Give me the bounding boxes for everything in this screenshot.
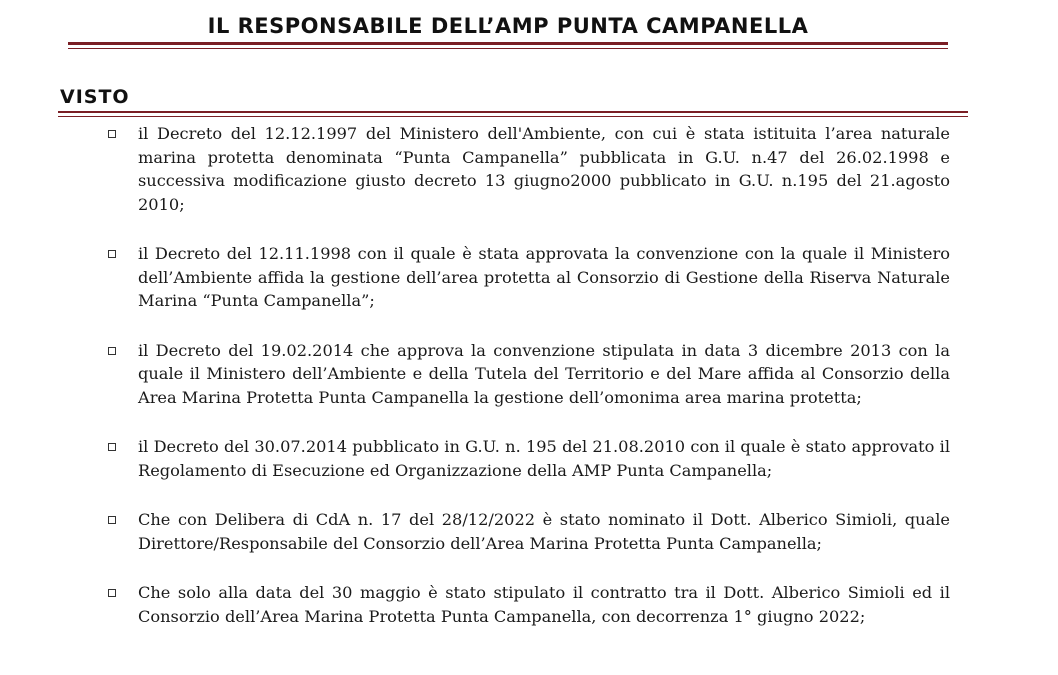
list-item-text: il Decreto del 30.07.2014 pubblicato in G.U. n. 195 del 21.08.2010 con il quale è stato approvato il Regolamento di Esecuzione ed Organizzazione della AMP Punta Campanella; xyxy=(138,437,950,480)
checkbox-bullet-icon xyxy=(108,443,116,451)
checkbox-bullet-icon xyxy=(108,589,116,597)
list-item xyxy=(100,242,950,313)
checkbox-bullet-icon xyxy=(108,516,116,524)
checkbox-bullet-icon xyxy=(108,130,116,138)
section-heading-visto: VISTO xyxy=(60,86,130,108)
list-item xyxy=(100,508,950,555)
title-rule-bottom xyxy=(68,48,948,49)
checkbox-bullet-icon xyxy=(108,250,116,258)
checkbox-bullet-icon xyxy=(108,347,116,355)
section-rule-bottom xyxy=(58,116,968,117)
list-item-text: il Decreto del 12.12.1997 del Ministero dell'Ambiente, con cui è stata istituita l’area naturale marina protetta denominata “Punta Campanella” pubblicata in G.U. n.47 del 26.02.1998 e successiva modificazione giusto decreto 13 giugno2000 pubblicato in G.U. n.195 del 21.agosto 2010; xyxy=(138,124,950,214)
list-item-text: Che solo alla data del 30 maggio è stato stipulato il contratto tra il Dott. Alberico Simioli ed il Consorzio dell’Area Marina Protetta Punta Campanella, con decorrenza 1° giugno 2022; xyxy=(138,583,950,626)
list-item-text: il Decreto del 19.02.2014 che approva la convenzione stipulata in data 3 dicembre 2013 con la quale il Ministero dell’Ambiente e della Tutela del Territorio e del Mare affida al Consorzio della Area Marina Protetta Punta Campanella la gestione dell’omonima area marina protetta; xyxy=(138,340,950,407)
list-item xyxy=(100,581,950,628)
title-rule-top xyxy=(68,42,948,45)
section-rule-top xyxy=(58,111,968,113)
list-item-text: il Decreto del 12.11.1998 con il quale è stata approvata la convenzione con la quale il Ministero dell’Ambiente affida la gestione dell’area protetta al Consorzio di Gestione della Riserva Naturale Marina “Punta Campanella”; xyxy=(138,244,950,310)
list-item-text: Che con Delibera di CdA n. 17 del 28/12/2022 è stato nominato il Dott. Alberico Simioli, quale Direttore/Responsabile del Consorzio dell’Area Marina Protetta Punta Campanella; xyxy=(138,510,950,553)
list-item xyxy=(100,122,950,216)
visto-list xyxy=(100,122,950,628)
document-title: IL RESPONSABILE DELL’AMP PUNTA CAMPANELLA xyxy=(207,14,809,38)
list-item xyxy=(100,435,950,482)
list-item xyxy=(100,339,950,410)
